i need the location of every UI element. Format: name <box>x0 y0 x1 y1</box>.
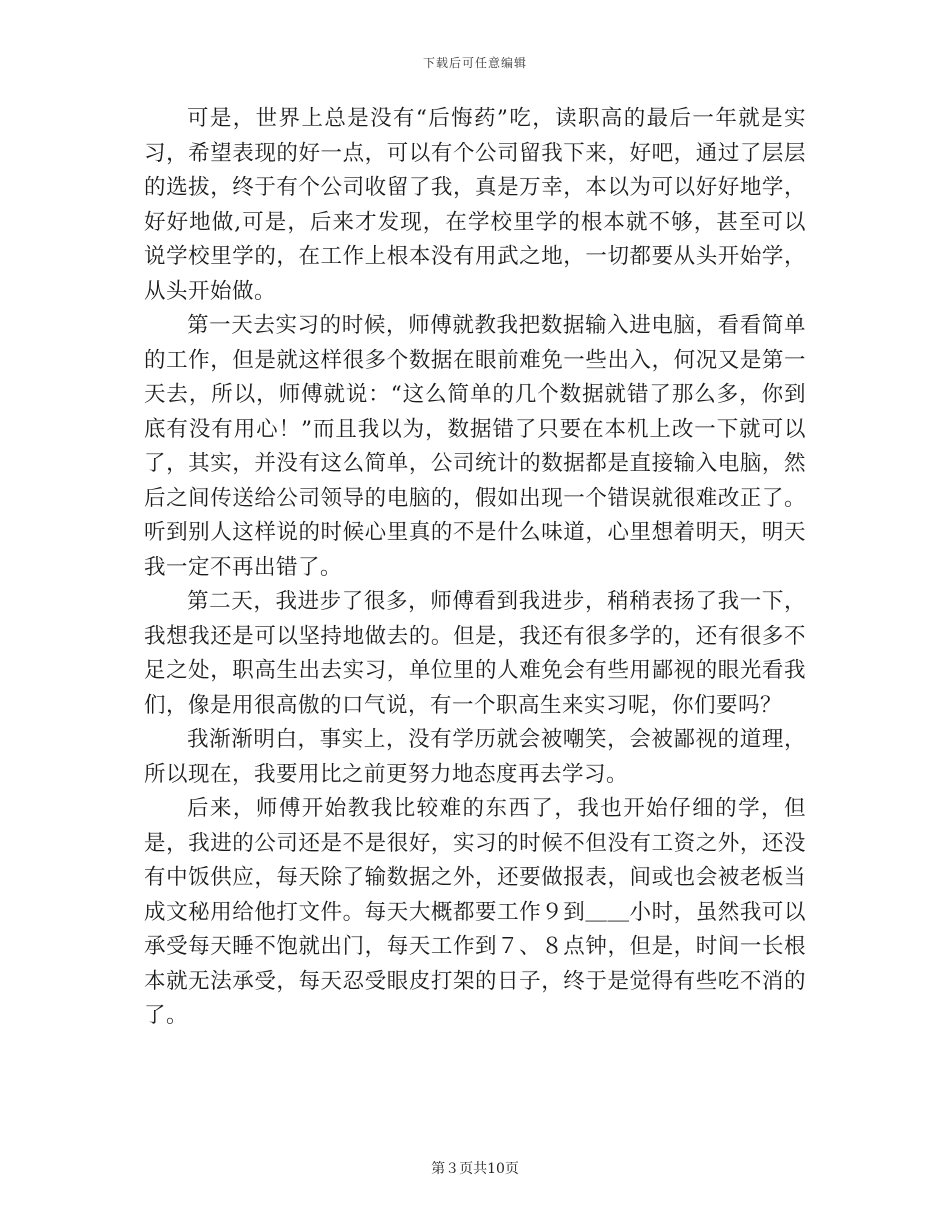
paragraph-4: 我渐渐明白，事实上，没有学历就会被嘲笑，会被鄙视的道理，所以现在，我要用比之前更努力地态度再去学习。 <box>144 727 806 787</box>
page-number-footer: 第３页共10页 <box>431 1161 519 1177</box>
paragraph-2: 第一天去实习的时候，师傅就教我把数据输入进电脑，看看简单的工作，但是就这样很多个数据在眼前难免一些出入，何况又是第一天去，所以，师傅就说：“这么简单的几个数据就错了那么多，你到底有没有用心！”而且我以为，数据错了只要在本机上改一下就可以了，其实，并没有这么简单，公司统计的数据都是直接输入电脑，然后之间传送给公司领导的电脑的，假如出现一个错误就很难改正了。听到别人这样说的时候心里真的不是什么味道，心里想着明天，明天我一定不再出错了。 <box>144 313 806 580</box>
paragraph-1: 可是，世界上总是没有“后悔药”吃，读职高的最后一年就是实习，希望表现的好一点，可以有个公司留我下来，好吧，通过了层层的选拔，终于有个公司收留了我，真是万幸，本以为可以好好地学，好好地做,可是，后来才发现，在学校里学的根本就不够，甚至可以说学校里学的，在工作上根本没有用武之地，一切都要从头开始学，从头开始做。 <box>144 106 806 304</box>
paragraph-3: 第二天，我进步了很多，师傅看到我进步，稍稍表扬了我一下，我想我还是可以坚持地做去的。但是，我还有很多学的，还有很多不足之处，职高生出去实习，单位里的人难免会有些用鄙视的眼光看我们，像是用很高傲的口气说，有一个职高生来实习呢，你们要吗？ <box>144 589 806 718</box>
paragraph-5: 后来，师傅开始教我比较难的东西了，我也开始仔细的学，但是，我进的公司还是不是很好，实习的时候不但没有工资之外，还没有中饭供应，每天除了输数据之外，还要做报表，间或也会被老板当成文秘用给他打文件。每天大概都要工作９到＿＿小时，虽然我可以承受每天睡不饱就出门，每天工作到７、８点钟，但是，时间一长根本就无法承受，每天忍受眼皮打架的日子，终于是觉得有些吃不消的了。 <box>144 796 806 1028</box>
page-header: 下载后可任意编辑 <box>422 56 527 70</box>
document-body <box>144 102 806 1034</box>
